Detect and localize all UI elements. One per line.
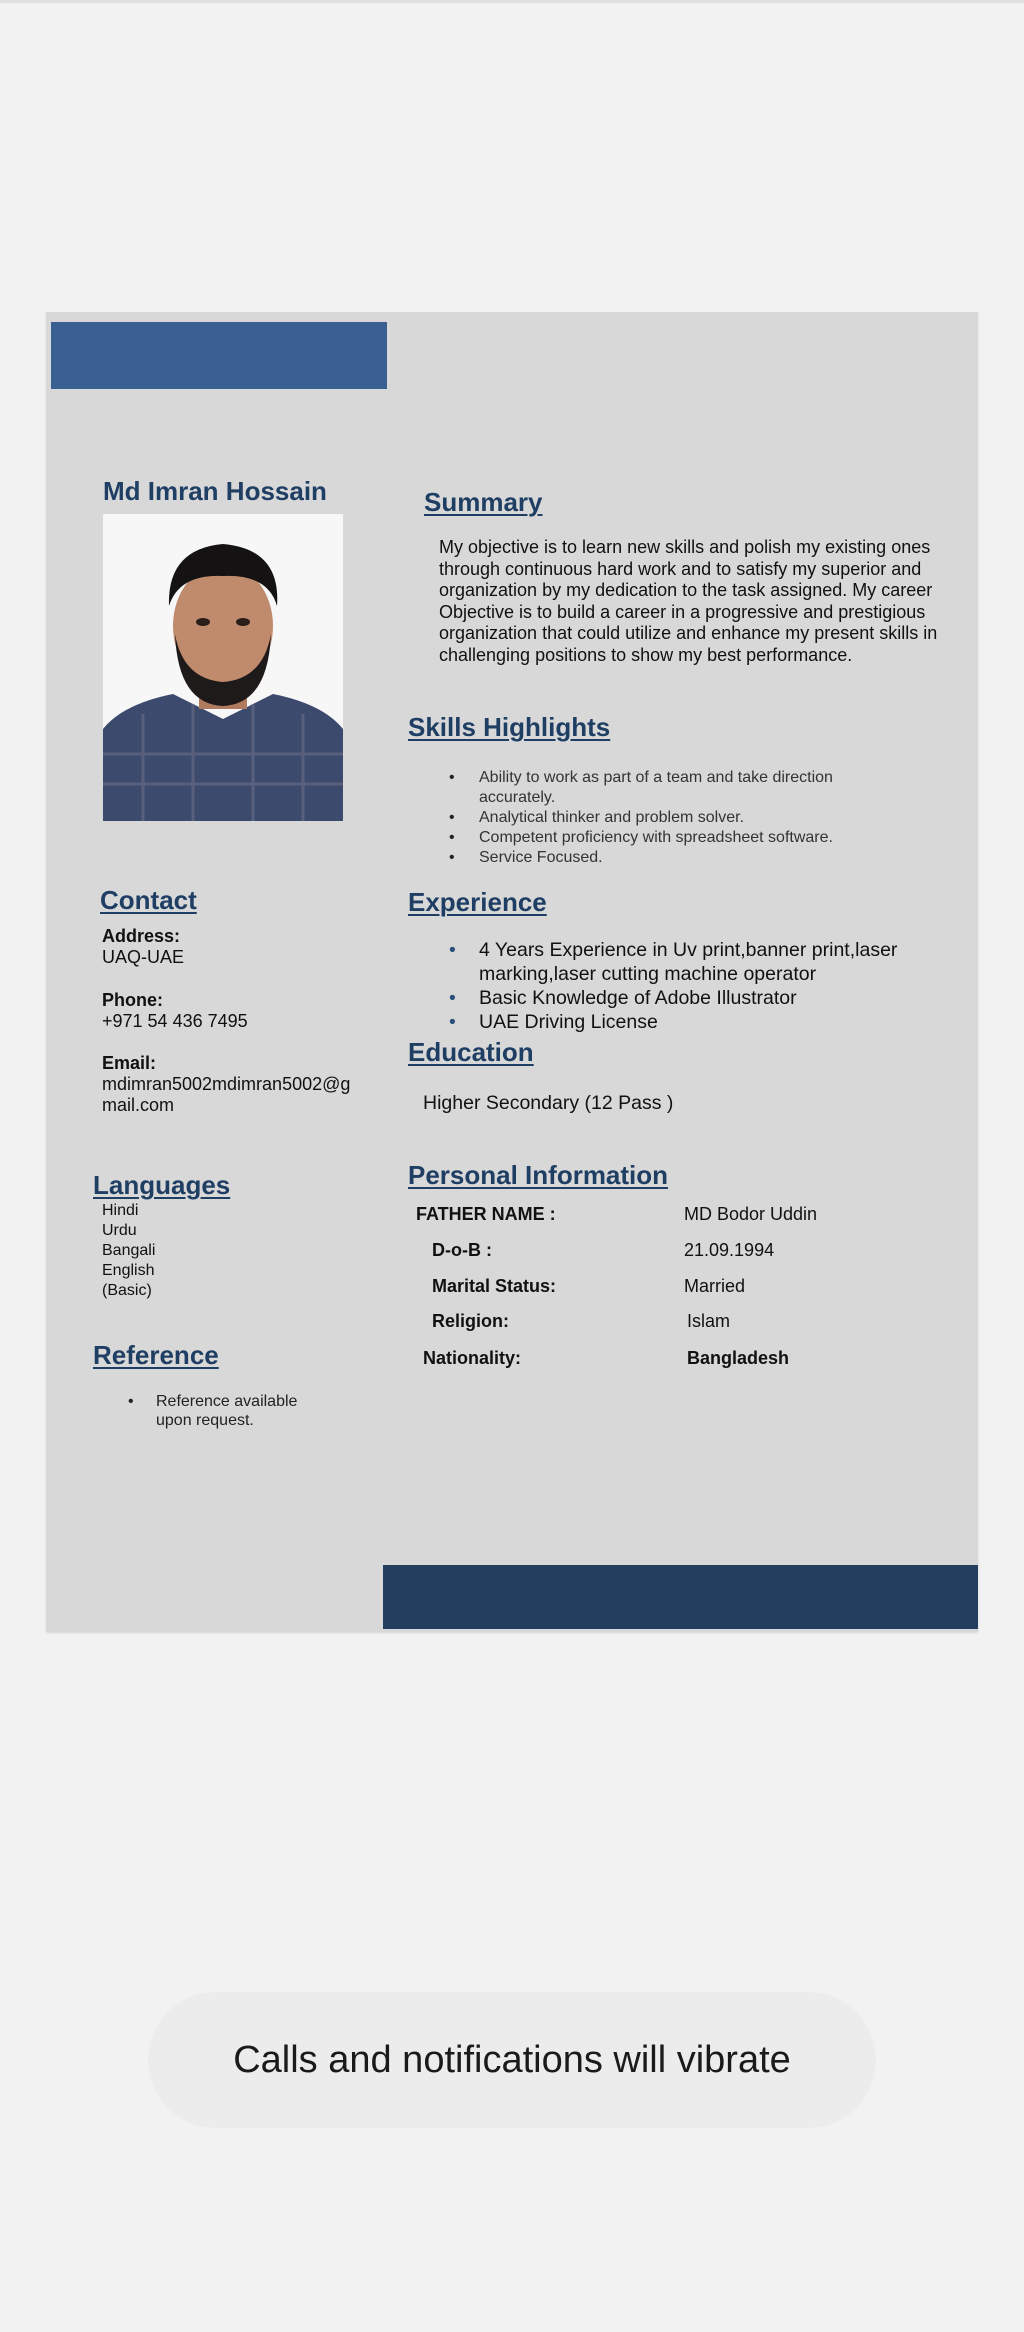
candidate-name: Md Imran Hossain <box>103 476 327 506</box>
languages-heading: Languages <box>93 1170 231 1200</box>
info-value: Bangladesh <box>687 1348 790 1368</box>
status-edge <box>0 0 1024 3</box>
list-item: Urdu <box>102 1222 137 1239</box>
info-label: FATHER NAME : <box>416 1204 556 1224</box>
reference-list <box>128 1392 328 1430</box>
skills-heading: Skills Highlights <box>408 712 611 742</box>
list-item: • Competent proficiency with spreadsheet software. <box>449 828 909 848</box>
info-label: Nationality: <box>423 1348 522 1368</box>
education-heading: Education <box>408 1037 534 1067</box>
education-text: Higher Secondary (12 Pass ) <box>423 1092 674 1114</box>
contact-email <box>102 1053 354 1116</box>
list-item: • Reference available upon request. <box>128 1392 328 1430</box>
list-item: • Service Focused. <box>449 848 909 868</box>
email-label: Email: <box>102 1053 157 1073</box>
address-value: UAQ-UAE <box>102 947 185 967</box>
info-value: Married <box>684 1276 746 1296</box>
info-label: D-o-B : <box>432 1240 492 1260</box>
contact-address <box>102 926 184 968</box>
footer-band <box>383 1565 978 1629</box>
list-item: English <box>102 1262 155 1279</box>
summary-text: My objective is to learn new skills and polish my existing ones through continuous hard work and to satisfy my superior and organization by my dedication to the task assigned. My career Objective is to build a career in a progressive and prestigious organization that could utilize and enhance my present skills in challenging positions to show my best performance. <box>439 537 938 665</box>
info-value: Islam <box>687 1311 731 1331</box>
info-label: Marital Status: <box>432 1276 557 1296</box>
skills-list <box>449 768 909 868</box>
summary-heading: Summary <box>424 487 543 517</box>
list-item: Bangali <box>102 1242 156 1259</box>
list-item: • 4 Years Experience in Uv print,banner print,laser marking,laser cutting machine operator <box>449 938 949 986</box>
list-item: • UAE Driving License <box>449 1010 949 1034</box>
address-label: Address: <box>102 926 181 946</box>
contact-heading: Contact <box>100 885 197 915</box>
vibrate-toast: Calls and notifications will vibrate <box>148 1992 876 2128</box>
contact-phone <box>102 990 248 1032</box>
list-item: Hindi <box>102 1202 139 1219</box>
reference-heading: Reference <box>93 1340 219 1370</box>
list-item: • Ability to work as part of a team and take direction accurately. <box>449 768 909 808</box>
list-item: (Basic) <box>102 1282 152 1299</box>
experience-list <box>449 938 949 1034</box>
resume-page <box>46 312 978 1632</box>
experience-heading: Experience <box>408 887 547 917</box>
phone-label: Phone: <box>102 990 163 1010</box>
header-band <box>51 322 387 389</box>
info-value: 21.09.1994 <box>684 1240 775 1260</box>
list-item: • Analytical thinker and problem solver. <box>449 808 909 828</box>
info-value: MD Bodor Uddin <box>684 1204 818 1224</box>
profile-photo <box>103 514 343 821</box>
personal-info-heading: Personal Information <box>408 1160 669 1190</box>
email-value: mdimran5002mdimran5002@gmail.com <box>102 1074 351 1115</box>
languages-list <box>102 1201 155 1301</box>
info-label: Religion: <box>432 1311 509 1331</box>
phone-value: +971 54 436 7495 <box>102 1011 248 1031</box>
list-item: • Basic Knowledge of Adobe Illustrator <box>449 986 949 1010</box>
